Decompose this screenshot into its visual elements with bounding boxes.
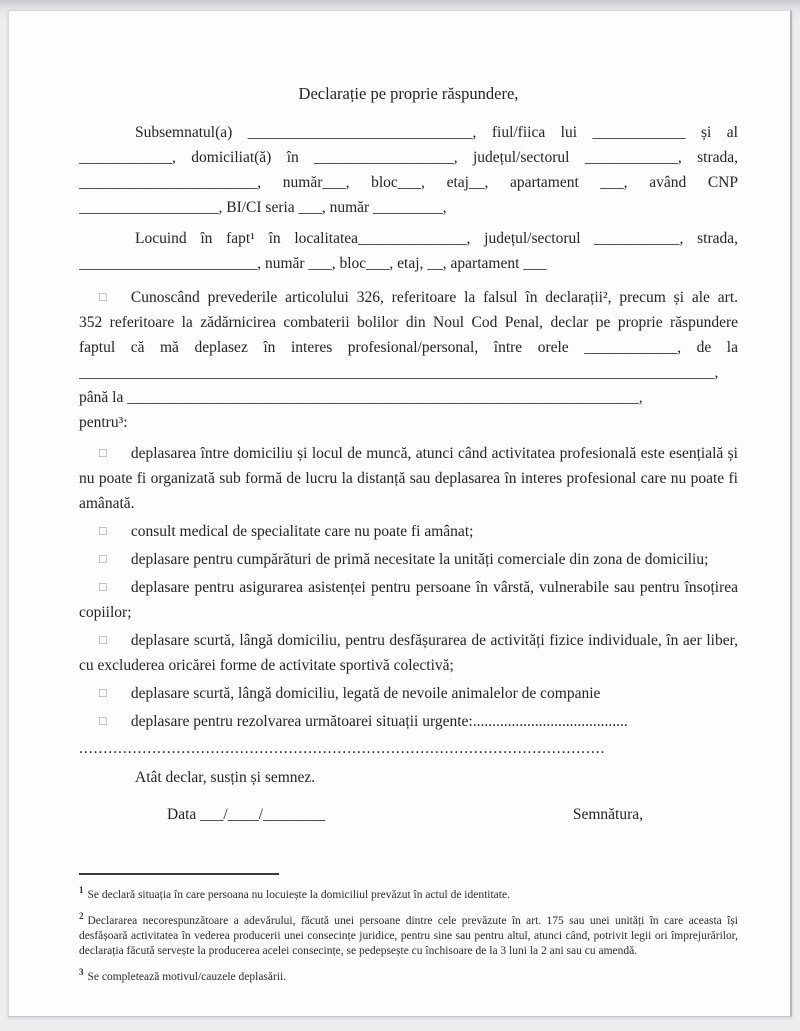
reason-text: deplasarea între domiciliu și locul de muncă, atunci când activitatea profesională este esențială și nu poate fi organizată sub formă de lucru la distanță sau deplasarea în interes profesional care nu poate fi amânată.: [79, 445, 738, 512]
residence-paragraph: [79, 226, 738, 276]
signature-label: Semnătura,: [572, 806, 643, 823]
reason-item: [79, 681, 738, 706]
intro-paragraph: [79, 120, 738, 220]
footnotes-section: [79, 873, 738, 984]
footnote-text: Declararea necorespunzătoare a adevărului, făcută unei persoane dintre cele prevăzute în art. 175 sau unei unități în care aceasta își desfășoară activitatea în vederea producerii unei consecințe juridice, pentru sine sau pentru altul, atunci când, potrivit legii ori împrejurărilor, declarația făcută servește la producerea acelei consecințe, se pedepsește cu închisoare de la 3 luni la 2 ani sau cu amendă.: [79, 914, 738, 957]
closing-statement: Atât declar, susțin și semnez.: [135, 769, 316, 786]
statement-blank-line: __________________________________________________________________________________,: [79, 364, 719, 381]
checkbox-icon[interactable]: □: [99, 551, 107, 566]
statement-line: pentru³:: [79, 414, 128, 431]
reason-text: consult medical de specialitate care nu poate fi amânat;: [130, 523, 474, 540]
reason-text: deplasare scurtă, lângă domiciliu, legată de nevoile animalelor de companie: [130, 685, 601, 702]
footnote-text: Se completează motivul/cauzele deplasării.: [87, 970, 287, 983]
reason-item: [79, 628, 738, 678]
checkbox-icon[interactable]: □: [99, 685, 107, 700]
footnote-separator-rule: [79, 873, 279, 875]
intro-line: Subsemnatul(a) _____________________________, fiul/fiica lui ____________ și al: [135, 124, 738, 141]
intro-line: __________________, BI/CI seria ___, număr _________,: [79, 199, 447, 216]
checkbox-icon[interactable]: □: [99, 445, 107, 460]
document-title: Declarație pe proprie răspundere,: [298, 84, 519, 103]
intro-line: _______________________, număr___, bloc___, etaj__, apartament ___, având CNP: [79, 174, 738, 191]
statement-line: faptul că mă deplasez în interes profesional/personal, între orele ____________, de la: [79, 339, 738, 356]
reason-item: [79, 441, 738, 516]
footnote-text: Se declară situația în care persoana nu locuiește la domiciliul prevăzut în actul de identitate.: [87, 888, 510, 901]
reason-item: [79, 547, 738, 572]
statement-paragraph: [79, 285, 738, 435]
intro-line: ____________, domiciliat(ă) în __________________, județul/sectorul ____________, strada,: [79, 149, 738, 166]
date-field: Data ___/____/________: [167, 806, 325, 823]
reason-item: [79, 575, 738, 625]
footnote-marker: 2: [79, 910, 84, 921]
dotted-fill-line: ............................................................................................................: [79, 740, 606, 757]
checkbox-icon[interactable]: □: [99, 579, 107, 594]
reasons-list: [79, 441, 738, 734]
statement-text: Cunoscând prevederile articolului 326, referitoare la falsul în declarații², precum și ale art.: [130, 289, 738, 306]
reason-item: [79, 519, 738, 544]
footnote-marker: 1: [79, 885, 84, 895]
document-page: [8, 10, 792, 1017]
reason-text: deplasare scurtă, lângă domiciliu, pentru desfășurarea de activități fizice individuale, în aer liber, cu excluderea oricărei forme de activitate sportivă colectivă;: [79, 632, 738, 674]
reason-text: deplasare pentru cumpărături de primă necesitate la unități comerciale din zona de domiciliu;: [130, 551, 709, 568]
reason-item: [79, 709, 738, 734]
footnote: [79, 965, 738, 985]
date-signature-row: [79, 802, 738, 827]
reason-text: deplasare pentru asigurarea asistenței pentru persoane în vârstă, vulnerabile sau pentru însoțirea copiilor;: [79, 579, 738, 621]
checkbox-icon[interactable]: □: [99, 713, 107, 728]
footnote: [79, 909, 738, 959]
residence-line: _______________________, număr ___, bloc___, etaj, __, apartament ___: [79, 255, 547, 272]
checkbox-icon[interactable]: □: [99, 523, 107, 538]
statement-line: [79, 285, 738, 310]
residence-line: Locuind în fapt¹ în localitatea______________, județul/sectorul ___________, strada,: [135, 230, 738, 247]
footnote: [79, 883, 738, 903]
checkbox-icon[interactable]: □: [99, 632, 107, 647]
statement-blank-line: până la __________________________________________________________________,: [79, 389, 643, 406]
reason-text: deplasare pentru rezolvarea următoarei situații urgente:........................................: [130, 713, 628, 730]
checkbox-icon[interactable]: □: [99, 289, 107, 304]
footnote-marker: 3: [79, 966, 84, 977]
statement-line: 352 referitoare la zădărnicirea combaterii bolilor din Noul Cod Penal, declar pe proprie răspundere: [79, 314, 738, 331]
